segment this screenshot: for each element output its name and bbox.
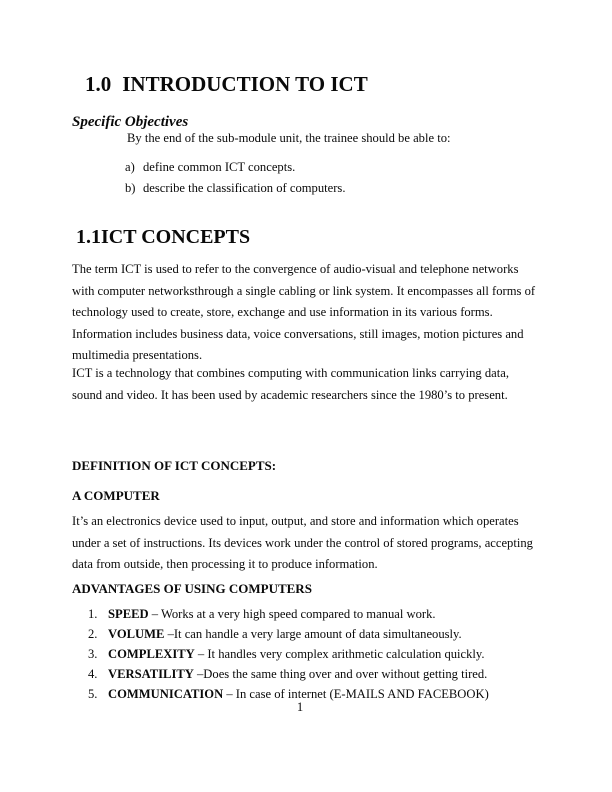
paragraph-ict-definition: The term ICT is used to refer to the convergence of audio-visual and telephone networks with computer networksthrough a single cabling or link system. It encompasses all forms of technology used to create, store, exchange and use information in its various forms. Information includes business data, voice conversations, still images, motion pictures and multimedia presentations.	[72, 262, 536, 362]
advantage-term-versatility: VERSATILITY	[108, 667, 194, 681]
objective-item-b	[125, 178, 345, 199]
advantage-term-speed: SPEED	[108, 607, 149, 621]
advantage-term-volume: VOLUME	[108, 627, 165, 641]
advantage-term-communication: COMMUNICATION	[108, 687, 224, 701]
advantage-text-communication: – In case of internet (E-MAILS AND FACEBOOK)	[223, 687, 489, 701]
advantage-term-complexity: COMPLEXITY	[108, 647, 195, 661]
advantages-heading: ADVANTAGES OF USING COMPUTERS	[72, 581, 312, 596]
chapter-title-text: INTRODUCTION TO ICT	[122, 72, 368, 96]
definition-of-ict-concepts-heading: DEFINITION OF ICT CONCEPTS:	[72, 458, 277, 473]
a-computer-heading: A COMPUTER	[72, 488, 160, 503]
advantages-list	[88, 604, 489, 704]
advantage-number-1: 1.	[88, 607, 98, 621]
section-heading-ict-concepts: 1.1ICT CONCEPTS	[76, 226, 251, 248]
objective-text-b: describe the classification of computers.	[143, 181, 346, 195]
advantage-text-speed: – Works at a very high speed compared to manual work.	[148, 607, 436, 621]
objectives-list	[125, 157, 345, 199]
chapter-number: 1.0	[85, 72, 112, 96]
advantage-number-5: 5.	[88, 687, 98, 701]
advantage-number-2: 2.	[88, 627, 98, 641]
advantage-item-versatility	[88, 664, 489, 684]
advantage-item-speed	[88, 604, 489, 624]
chapter-title	[85, 71, 368, 97]
advantage-item-complexity	[88, 644, 489, 664]
advantage-number-4: 4.	[88, 667, 98, 681]
objective-marker-b: b)	[125, 181, 136, 195]
objective-marker-a: a)	[125, 160, 135, 174]
advantage-text-volume: –It can handle a very large amount of data simultaneously.	[164, 627, 462, 641]
advantage-text-complexity: – It handles very complex arithmetic calculation quickly.	[194, 647, 485, 661]
objective-text-a: define common ICT concepts.	[143, 160, 296, 174]
page-number: 1	[296, 700, 304, 714]
specific-objectives-heading: Specific Objectives	[72, 114, 189, 130]
advantage-item-volume	[88, 624, 489, 644]
paragraph-computer-definition: It’s an electronics device used to input, output, and store and information which operates under a set of instructions. Its devices work under the control of stored programs, accepting data from outside, then processing it to produce information.	[72, 514, 533, 571]
objective-item-a	[125, 157, 345, 178]
paragraph-ict-technology: ICT is a technology that combines computing with communication links carrying data, sound and video. It has been used by academic researchers since the 1980’s to present.	[72, 366, 509, 402]
advantage-text-versatility: –Does the same thing over and over without getting tired.	[193, 667, 488, 681]
advantage-number-3: 3.	[88, 647, 98, 661]
objectives-intro-text: By the end of the sub-module unit, the trainee should be able to:	[127, 131, 451, 145]
